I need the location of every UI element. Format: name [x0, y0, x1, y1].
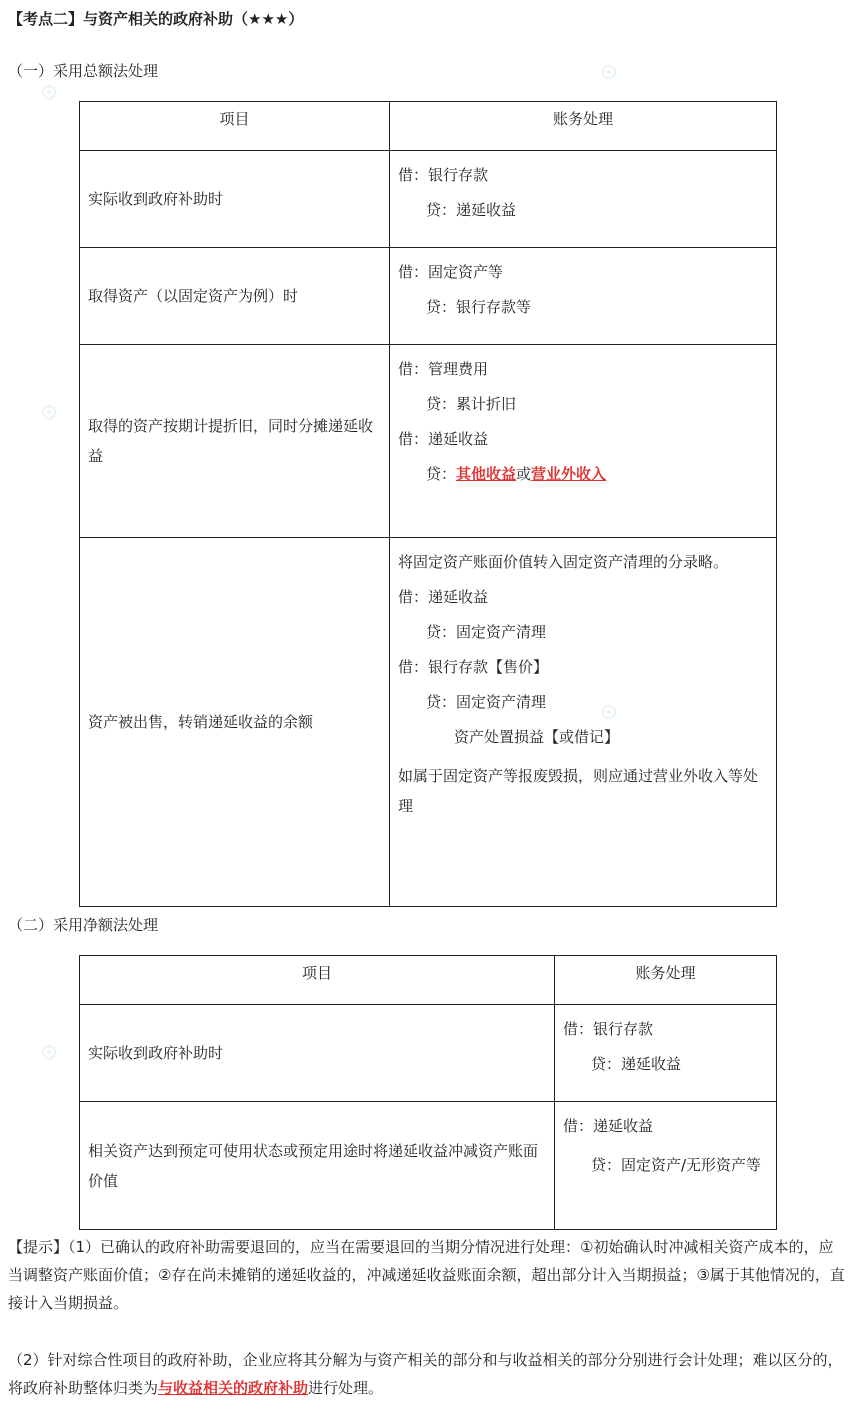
item-cell: [80, 1102, 555, 1230]
item-cell: [80, 151, 390, 248]
entry-cell: [555, 1005, 777, 1102]
table-row: [80, 1102, 777, 1230]
item-text: 相关资产达到预定可使用状态或预定用途时将递延收益冲减资产账面价值: [88, 1141, 539, 1190]
item-cell: [80, 248, 390, 345]
entry-line: 借：银行存款: [398, 166, 489, 184]
item-text: 实际收到政府补助时: [88, 1044, 224, 1062]
item-text: 取得资产（以固定资产为例）时: [88, 287, 299, 305]
entry-cell: [390, 248, 777, 345]
entry-line: 贷：固定资产清理: [426, 693, 547, 711]
item-cell: [80, 345, 390, 538]
table-row: [80, 345, 777, 538]
entry-cell: [390, 151, 777, 248]
watermark-logo: ⊙: [34, 396, 64, 429]
table-header-row: [80, 956, 777, 1005]
item-cell: [80, 1005, 555, 1102]
column-header-item: 项目: [80, 956, 555, 1005]
entry-line: 借：递延收益: [398, 588, 489, 606]
entry-line: 借：管理费用: [398, 360, 489, 378]
item-text: 实际收到政府补助时: [88, 190, 224, 208]
table-row: [80, 248, 777, 345]
entry-line: 借：银行存款: [563, 1020, 654, 1038]
entry-conjunction: 或: [516, 465, 532, 483]
entry-line: 贷：递延收益: [591, 1055, 682, 1073]
tip-paragraph-2: [8, 1346, 846, 1402]
column-header-item: 项目: [80, 102, 390, 151]
entry-note: 如属于固定资产等报废毁损，则应通过营业外收入等处理: [398, 767, 759, 815]
entry-line: 借：递延收益: [398, 430, 489, 448]
entry-line: [398, 463, 768, 485]
entry-cell: [390, 345, 777, 538]
gross-method-table: [79, 101, 777, 907]
watermark-logo: ⊙: [594, 696, 624, 729]
entry-line: 贷：递延收益: [426, 201, 517, 219]
tip2-suffix: 进行处理。: [308, 1379, 384, 1397]
entry-cell: [555, 1102, 777, 1230]
item-cell: [80, 538, 390, 907]
column-header-entry: 账务处理: [390, 102, 777, 151]
tip2-text: （2）针对综合性项目的政府补助，企业应将其分解为与资产相关的部分和与收益相关的部分分别进行会计处理；难以区分的，将政府补助整体归类为: [8, 1351, 843, 1397]
table-row: [80, 1005, 777, 1102]
item-text: 取得的资产按期计提折旧，同时分摊递延收益: [88, 417, 374, 465]
watermark-logo: ⊙: [594, 56, 624, 89]
highlight-non-operating-income: 营业外收入: [531, 465, 607, 483]
entry-line: 借：递延收益: [563, 1117, 654, 1135]
net-method-table: [79, 955, 777, 1230]
page-title: 【考点二】与资产相关的政府补助（★★★）: [8, 10, 304, 28]
entry-line: 将固定资产账面价值转入固定资产清理的分录略。: [398, 553, 729, 571]
entry-cell: [390, 538, 777, 907]
section1-heading: （一）采用总额法处理: [8, 62, 159, 80]
highlight-income-related-subsidy: 与收益相关的政府补助: [158, 1379, 309, 1397]
watermark-logo: ⊙: [34, 76, 64, 109]
highlight-other-income: 其他收益: [456, 465, 517, 483]
tip-paragraph-1: 【提示】（1）已确认的政府补助需要退回的，应当在需要退回的当期分情况进行处理：①初始确认时冲减相关资产成本的，应当调整资产账面价值；②存在尚未摊销的递延收益的，冲减递延收益账面余额，超出部分计入当期损益；③属于其他情况的，直接计入当期损益。: [8, 1238, 845, 1312]
entry-prefix: 贷：: [426, 465, 457, 483]
entry-line: 贷：银行存款等: [426, 298, 532, 316]
entry-line: 借：银行存款【售价】: [398, 658, 549, 676]
table-header-row: [80, 102, 777, 151]
table-row: [80, 538, 777, 907]
column-header-entry: 账务处理: [555, 956, 777, 1005]
watermark-logo: ⊙: [34, 1036, 64, 1069]
item-text: 资产被出售，转销递延收益的余额: [88, 713, 314, 731]
table-row: [80, 151, 777, 248]
entry-line: 资产处置损益【或借记】: [454, 728, 620, 746]
entry-line: 借：固定资产等: [398, 263, 504, 281]
entry-line: 贷：累计折旧: [426, 395, 517, 413]
entry-line: 贷：固定资产清理: [426, 623, 547, 641]
section2-heading: （二）采用净额法处理: [8, 916, 159, 934]
entry-line: 贷：固定资产/无形资产等: [591, 1156, 762, 1174]
